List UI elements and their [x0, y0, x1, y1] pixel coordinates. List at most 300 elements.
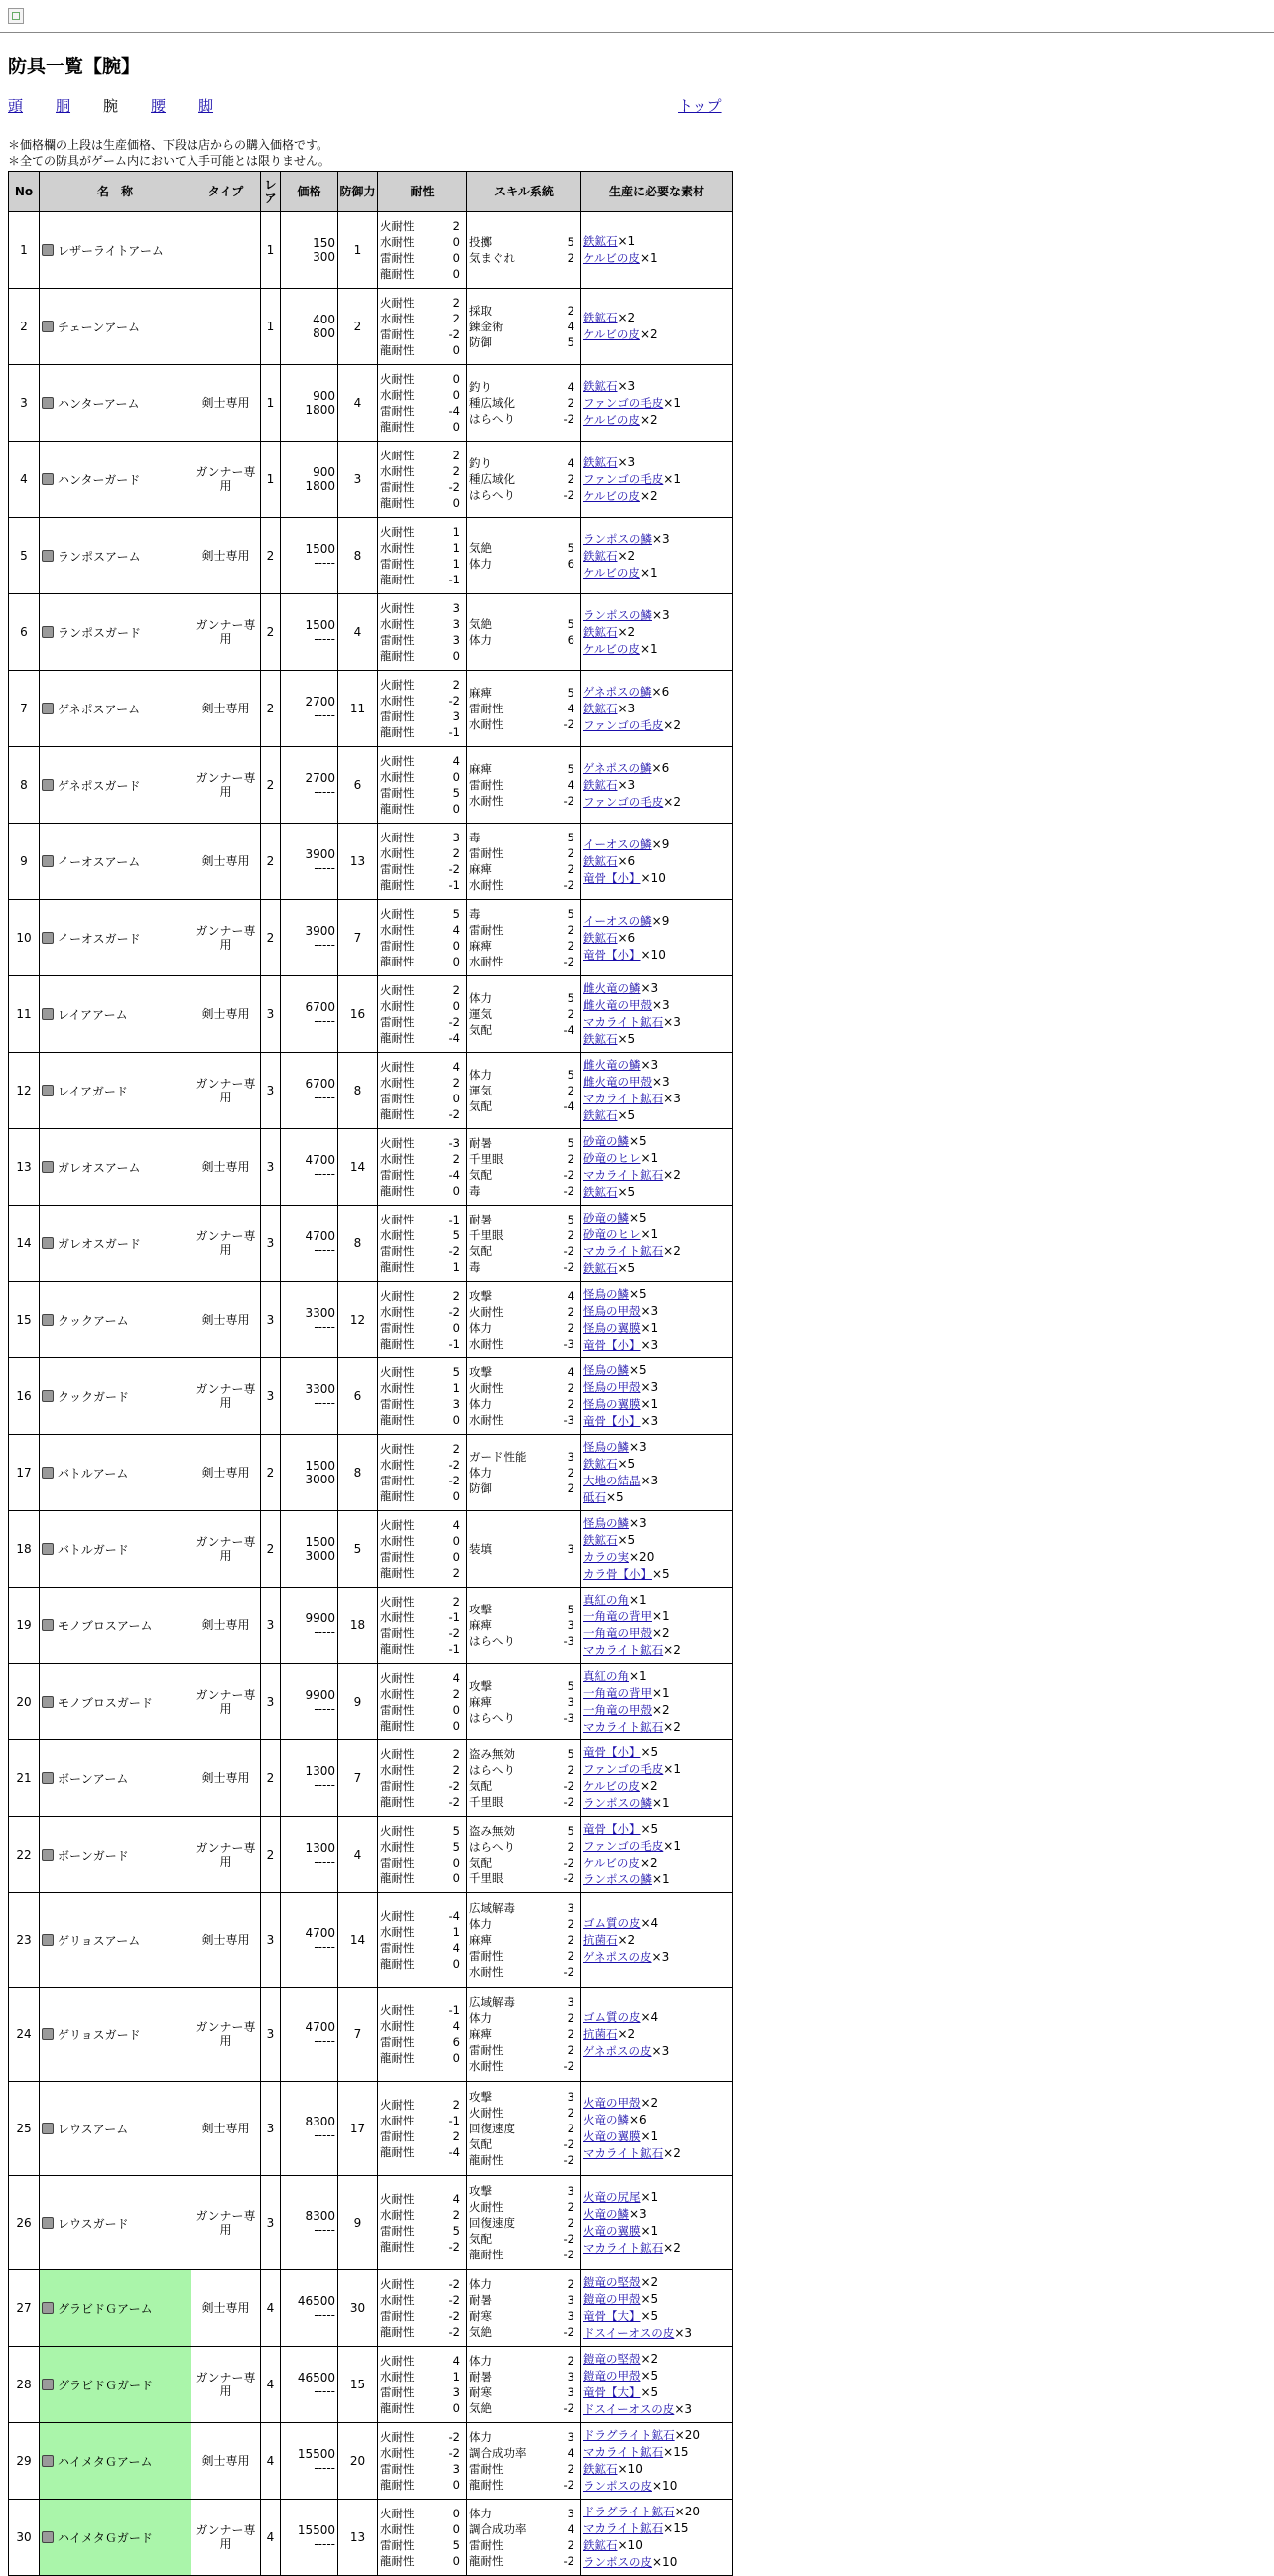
- material-link[interactable]: 雌火竜の鱗: [583, 1058, 641, 1072]
- material-item: [583, 2325, 730, 2342]
- material-link[interactable]: 火竜の鱗: [583, 2113, 629, 2126]
- material-link[interactable]: 鉄鉱石: [583, 311, 618, 324]
- resist-value: 0: [452, 1489, 460, 1503]
- material-qty: ×2: [640, 2275, 659, 2289]
- material-link[interactable]: 砂竜のヒレ: [583, 1151, 641, 1165]
- armor-icon: [42, 2455, 54, 2467]
- row-name: イーオスアーム: [58, 854, 141, 869]
- material-link[interactable]: イーオスの鱗: [583, 913, 652, 928]
- row-defense: 8: [338, 518, 378, 594]
- row-name: ランポスガード: [58, 625, 142, 640]
- skill-name: 攻撃: [469, 2090, 492, 2104]
- material-link[interactable]: 鉄鉱石: [583, 378, 618, 393]
- skill-value: 3: [567, 2293, 574, 2307]
- row-resist: [378, 1893, 467, 1988]
- skill-value: -2: [563, 488, 574, 502]
- row-type: [191, 212, 261, 289]
- row-no: 19: [9, 1588, 40, 1664]
- row-type: 剣士専用: [191, 518, 261, 594]
- material-link[interactable]: 鉄鉱石: [583, 454, 618, 469]
- row-name-cell: [40, 2500, 191, 2576]
- resist-label: 水耐性: [380, 694, 415, 708]
- material-link[interactable]: ケルビの皮: [583, 251, 640, 265]
- row-rare: 2: [261, 747, 281, 824]
- material-qty: ×2: [639, 412, 658, 427]
- material-link[interactable]: 砥石: [583, 1490, 606, 1504]
- row-skills: [467, 1740, 581, 1817]
- row-name: レイアガード: [58, 1084, 128, 1098]
- row-name-cell: [40, 1588, 191, 1664]
- material-item: [583, 837, 730, 853]
- material-link[interactable]: ファンゴの毛皮: [583, 717, 664, 732]
- row-name: レザーライトアーム: [58, 243, 164, 258]
- material-link[interactable]: ファンゴの毛皮: [583, 1762, 664, 1776]
- row-materials: [581, 824, 733, 900]
- material-link[interactable]: 怪鳥の甲殻: [583, 1380, 641, 1394]
- skill-name: 防御: [469, 1481, 492, 1495]
- material-link[interactable]: 火竜の尻尾: [583, 2190, 641, 2204]
- skill-list: [469, 830, 578, 893]
- material-qty: ×1: [640, 1397, 659, 1411]
- resist-label: 龍耐性: [380, 2554, 415, 2568]
- material-link[interactable]: マカライト鉱石: [583, 1168, 664, 1182]
- row-name-cell: [40, 365, 191, 442]
- note-line: ＊価格欄の上段は生産価格、下段は店からの購入価格です。: [8, 138, 329, 152]
- resist-value: -4: [448, 1031, 460, 1045]
- skill-name: 体力: [469, 557, 492, 571]
- row-skills: [467, 289, 581, 365]
- material-link[interactable]: 火竜の鱗: [583, 2207, 629, 2221]
- material-item: [583, 1150, 730, 1167]
- skill-name: 水耐性: [469, 955, 504, 968]
- material-link[interactable]: 火竜の甲殻: [583, 2096, 641, 2110]
- row-name-cell: [40, 1282, 191, 1358]
- row-skills: [467, 747, 581, 824]
- skill-value: 3: [567, 2507, 574, 2520]
- row-price: [281, 442, 338, 518]
- resist-label: 龍耐性: [380, 2478, 415, 2492]
- material-link[interactable]: 真紅の角: [583, 1593, 629, 1607]
- material-link[interactable]: ランポスの皮: [583, 2479, 652, 2493]
- material-link[interactable]: イーオスの鱗: [583, 837, 652, 851]
- nav-top-link[interactable]: トップ: [678, 97, 722, 115]
- price-shop: -----: [314, 2128, 335, 2142]
- material-link[interactable]: ゲネポスの皮: [583, 1949, 652, 1964]
- material-link[interactable]: 鉄鉱石: [583, 624, 618, 639]
- skill-list: [469, 234, 578, 266]
- resist-value: -2: [448, 327, 460, 341]
- material-link[interactable]: 竜骨【小】: [583, 1338, 641, 1352]
- material-item: [583, 947, 730, 964]
- material-link[interactable]: マカライト鉱石: [583, 2241, 664, 2254]
- material-link[interactable]: ドスイーオスの皮: [583, 2402, 675, 2416]
- row-defense: 7: [338, 1740, 378, 1817]
- row-skills: [467, 2082, 581, 2176]
- price-shop: -----: [314, 1396, 335, 1410]
- row-resist: [378, 1206, 467, 1282]
- material-link[interactable]: ケルビの皮: [583, 412, 640, 427]
- row-name: ハンターガード: [58, 472, 141, 487]
- row-defense: 1: [338, 212, 378, 289]
- resist-label: 龍耐性: [380, 267, 415, 281]
- material-link[interactable]: マカライト鉱石: [583, 1643, 664, 1657]
- skill-value: 2: [567, 923, 574, 937]
- material-link[interactable]: 火竜の翼膜: [583, 2129, 641, 2143]
- nav-leg-link[interactable]: 脚: [198, 97, 214, 115]
- material-link[interactable]: 鉄鉱石: [583, 548, 618, 563]
- material-link[interactable]: 鉄鉱石: [583, 1108, 618, 1122]
- skill-value: 2: [567, 2354, 574, 2368]
- skill-name: 盗み無効: [469, 1824, 515, 1838]
- material-link[interactable]: カラ骨【小】: [583, 1567, 652, 1581]
- material-link[interactable]: ケルビの皮: [583, 565, 640, 580]
- material-link[interactable]: 鉄鉱石: [583, 853, 618, 868]
- material-link[interactable]: 鉄鉱石: [583, 234, 618, 248]
- material-qty: ×20: [629, 1550, 655, 1564]
- resist-label: 龍耐性: [380, 1795, 415, 1809]
- row-resist: [378, 2270, 467, 2347]
- material-link[interactable]: マカライト鉱石: [583, 2146, 664, 2160]
- material-link[interactable]: 一角竜の甲殻: [583, 1626, 652, 1640]
- resist-label: 雷耐性: [380, 939, 415, 953]
- table-row: [9, 212, 733, 289]
- material-link[interactable]: ケルビの皮: [583, 327, 640, 341]
- skill-list: [469, 1746, 578, 1810]
- material-link[interactable]: 鉄鉱石: [583, 1533, 618, 1547]
- table-row: [9, 1053, 733, 1129]
- material-qty: ×5: [617, 1533, 636, 1547]
- row-resist: [378, 900, 467, 976]
- resist-list: [380, 753, 464, 817]
- material-link[interactable]: ドラグライト鉱石: [583, 2505, 675, 2518]
- material-link[interactable]: カラの実: [583, 1550, 629, 1564]
- row-materials: [581, 1358, 733, 1435]
- material-link[interactable]: 竜骨【小】: [583, 1822, 641, 1836]
- skill-value: 4: [567, 380, 574, 394]
- row-defense: 8: [338, 1206, 378, 1282]
- resist-value: 2: [452, 678, 460, 692]
- armor-icon: [42, 1543, 54, 1555]
- row-no: 26: [9, 2176, 40, 2270]
- material-link[interactable]: マカライト鉱石: [583, 2521, 664, 2535]
- skill-value: 2: [567, 1007, 574, 1021]
- skill-value: 2: [567, 2011, 574, 2025]
- skill-list: [469, 1995, 578, 2074]
- skill-value: 2: [567, 1305, 574, 1319]
- material-link[interactable]: 真紅の角: [583, 1669, 629, 1683]
- material-item: [583, 1057, 730, 1074]
- skill-name: 水耐性: [469, 794, 504, 808]
- material-item: [583, 2444, 730, 2461]
- resist-label: 火耐性: [380, 1442, 415, 1456]
- material-link[interactable]: 怪鳥の鱗: [583, 1516, 629, 1530]
- resist-value: 3: [452, 617, 460, 631]
- material-link[interactable]: 鉄鉱石: [583, 1185, 618, 1199]
- material-link[interactable]: 怪鳥の鱗: [583, 1363, 629, 1377]
- skill-name: 千里眼: [469, 1795, 504, 1809]
- material-link[interactable]: ゲネポスの皮: [583, 2043, 652, 2058]
- material-qty: ×3: [640, 1380, 659, 1394]
- row-rare: 1: [261, 442, 281, 518]
- row-resist: [378, 1053, 467, 1129]
- row-resist: [378, 671, 467, 747]
- material-item: [583, 1243, 730, 1260]
- row-resist: [378, 2347, 467, 2423]
- resist-value: 2: [452, 2098, 460, 2112]
- material-link[interactable]: 竜骨【小】: [583, 1745, 641, 1759]
- material-link[interactable]: ゲネポスの鱗: [583, 760, 652, 775]
- material-item: [583, 1949, 730, 1966]
- skill-name: 気絶: [469, 617, 492, 631]
- skill-name: 気まぐれ: [469, 251, 515, 265]
- material-link[interactable]: 竜骨【小】: [583, 947, 641, 962]
- resist-value: -2: [448, 2277, 460, 2291]
- material-link[interactable]: 火竜の翼膜: [583, 2224, 641, 2238]
- material-link[interactable]: 鉄鉱石: [583, 1261, 618, 1275]
- row-defense: 18: [338, 1588, 378, 1664]
- skill-value: -2: [563, 955, 574, 968]
- row-price: [281, 365, 338, 442]
- material-qty: ×3: [652, 607, 670, 622]
- skill-value: 4: [567, 1365, 574, 1379]
- material-qty: ×1: [629, 1593, 647, 1607]
- material-link[interactable]: マカライト鉱石: [583, 1015, 664, 1029]
- material-link[interactable]: 雌火竜の甲殻: [583, 1075, 652, 1089]
- material-link[interactable]: マカライト鉱石: [583, 1244, 664, 1258]
- table-row: [9, 2347, 733, 2423]
- material-link[interactable]: ドスイーオスの皮: [583, 2326, 675, 2340]
- row-resist: [378, 1740, 467, 1817]
- resist-value: 2: [452, 1442, 460, 1456]
- material-link[interactable]: マカライト鉱石: [583, 1092, 664, 1105]
- material-link[interactable]: 鎧竜の堅殻: [583, 2352, 641, 2366]
- material-link[interactable]: 怪鳥の翼膜: [583, 1397, 641, 1411]
- material-link[interactable]: 鎧竜の甲殻: [583, 2292, 641, 2306]
- material-qty: ×2: [663, 1720, 681, 1734]
- material-qty: ×1: [629, 1669, 647, 1683]
- material-link[interactable]: ランポスの鱗: [583, 1796, 652, 1810]
- material-link[interactable]: ファンゴの毛皮: [583, 471, 664, 486]
- material-link[interactable]: ケルビの皮: [583, 1779, 640, 1793]
- armor-icon: [42, 2379, 54, 2390]
- material-link[interactable]: ケルビの皮: [583, 1856, 640, 1869]
- skill-name: ガード性能: [469, 1450, 527, 1464]
- skill-value: 5: [567, 831, 574, 844]
- resist-label: 水耐性: [380, 2370, 415, 2383]
- col-name: 名 称: [40, 172, 191, 212]
- material-link[interactable]: ケルビの皮: [583, 641, 640, 656]
- material-link[interactable]: ゴム質の皮: [583, 2009, 641, 2024]
- material-link[interactable]: 抗菌石: [583, 2026, 618, 2041]
- resist-label: 雷耐性: [380, 2385, 415, 2399]
- skill-value: 5: [567, 1136, 574, 1150]
- skill-value: 6: [567, 557, 574, 571]
- resist-label: 火耐性: [380, 1595, 415, 1609]
- material-link[interactable]: 鎧竜の甲殻: [583, 2369, 641, 2383]
- material-link[interactable]: ゴム質の皮: [583, 1915, 641, 1930]
- skill-name: 釣り: [469, 380, 492, 394]
- material-item: [583, 1362, 730, 1379]
- skill-name: 気配: [469, 1099, 492, 1113]
- skill-name: 気絶: [469, 541, 492, 555]
- material-qty: ×3: [640, 981, 659, 995]
- skill-list: [469, 2183, 578, 2262]
- material-item: [583, 1396, 730, 1413]
- material-link[interactable]: 雌火竜の甲殻: [583, 998, 652, 1012]
- armor-icon: [42, 397, 54, 409]
- resist-value: 0: [452, 388, 460, 402]
- skill-name: 運気: [469, 1084, 492, 1097]
- resist-value: 4: [452, 923, 460, 937]
- resist-label: 火耐性: [380, 449, 415, 462]
- row-type: 剣士専用: [191, 2270, 261, 2347]
- row-type: 剣士専用: [191, 671, 261, 747]
- material-link[interactable]: マカライト鉱石: [583, 2445, 664, 2459]
- material-link[interactable]: 怪鳥の甲殻: [583, 1304, 641, 1318]
- material-link[interactable]: 怪鳥の鱗: [583, 1287, 629, 1301]
- material-link[interactable]: 一角竜の背甲: [583, 1610, 652, 1623]
- material-link[interactable]: ランポスの皮: [583, 2555, 652, 2569]
- resist-value: 0: [452, 1092, 460, 1105]
- material-link[interactable]: 雌火竜の鱗: [583, 981, 641, 995]
- skill-name: 体力: [469, 633, 492, 647]
- material-link[interactable]: ランポスの鱗: [583, 531, 652, 546]
- row-resist: [378, 1817, 467, 1893]
- row-no: 8: [9, 747, 40, 824]
- price-craft: 8300: [305, 2115, 335, 2128]
- skill-value: -4: [563, 1099, 574, 1113]
- material-item: [583, 471, 730, 488]
- resist-value: 5: [452, 1365, 460, 1379]
- price-craft: 4700: [305, 1153, 335, 1167]
- material-item: [583, 1489, 730, 1506]
- skill-list: [469, 1067, 578, 1114]
- resist-value: 2: [452, 1289, 460, 1303]
- row-rare: 3: [261, 1664, 281, 1740]
- row-type: 剣士専用: [191, 1588, 261, 1664]
- material-link[interactable]: 砂竜の鱗: [583, 1134, 629, 1148]
- material-qty: ×3: [617, 454, 636, 469]
- material-item: [583, 2401, 730, 2418]
- skill-value: 3: [567, 2090, 574, 2104]
- material-link[interactable]: 鎧竜の堅殻: [583, 2275, 641, 2289]
- resist-label: 雷耐性: [380, 1626, 415, 1640]
- row-type: 剣士専用: [191, 2423, 261, 2500]
- row-materials: [581, 1740, 733, 1817]
- material-link[interactable]: ファンゴの毛皮: [583, 794, 664, 809]
- row-defense: 4: [338, 365, 378, 442]
- material-link[interactable]: 鉄鉱石: [583, 930, 618, 945]
- price-shop: -----: [314, 1940, 335, 1954]
- material-link[interactable]: 怪鳥の鱗: [583, 1440, 629, 1454]
- material-link[interactable]: 鉄鉱石: [583, 2538, 618, 2552]
- material-item: [583, 930, 730, 947]
- row-name: ハイメタＧガード: [58, 2530, 153, 2545]
- nav-waist-link[interactable]: 腰: [151, 97, 167, 115]
- resist-label: 水耐性: [380, 1305, 415, 1319]
- material-link[interactable]: 竜骨【小】: [583, 1414, 641, 1428]
- resist-value: -4: [448, 1168, 460, 1182]
- resist-label: 龍耐性: [380, 2051, 415, 2065]
- material-link[interactable]: ドラグライト鉱石: [583, 2428, 675, 2442]
- table-row: [9, 1511, 733, 1588]
- material-link[interactable]: 鉄鉱石: [583, 701, 618, 715]
- material-link[interactable]: 砂竜の鱗: [583, 1211, 629, 1224]
- material-qty: ×10: [640, 870, 666, 885]
- price-craft: 9900: [305, 1611, 335, 1625]
- material-link[interactable]: 大地の結晶: [583, 1474, 641, 1487]
- material-item: [583, 1379, 730, 1396]
- material-link[interactable]: 竜骨【大】: [583, 2309, 641, 2323]
- material-item: [583, 2009, 730, 2026]
- material-link[interactable]: 鉄鉱石: [583, 777, 618, 792]
- resist-value: 2: [452, 219, 460, 233]
- resist-value: 4: [452, 1941, 460, 1955]
- price-shop: -----: [314, 556, 335, 570]
- table-row: [9, 1129, 733, 1206]
- material-link[interactable]: ゲネポスの鱗: [583, 684, 652, 699]
- material-link[interactable]: 砂竜のヒレ: [583, 1227, 641, 1241]
- row-skills: [467, 1129, 581, 1206]
- row-name-cell: [40, 976, 191, 1053]
- col-resist: 耐性: [378, 172, 467, 212]
- material-link[interactable]: マカライト鉱石: [583, 1720, 664, 1734]
- material-link[interactable]: ファンゴの毛皮: [583, 1839, 664, 1853]
- resist-value: -2: [448, 694, 460, 708]
- material-link[interactable]: 一角竜の背甲: [583, 1686, 652, 1700]
- row-no: 2: [9, 289, 40, 365]
- row-rare: 3: [261, 1282, 281, 1358]
- material-item: [583, 1107, 730, 1124]
- skill-value: 2: [567, 1466, 574, 1480]
- resist-list: [380, 600, 464, 664]
- resist-value: -1: [448, 1213, 460, 1226]
- material-link[interactable]: ケルビの皮: [583, 488, 640, 503]
- nav-body-link[interactable]: 胴: [56, 97, 71, 115]
- resist-value: -2: [448, 2309, 460, 2323]
- nav-head-link[interactable]: 頭: [8, 97, 24, 115]
- row-name: ゲリョスガード: [58, 2027, 141, 2042]
- skill-value: 5: [567, 686, 574, 700]
- material-item: [583, 2223, 730, 2240]
- material-link[interactable]: ランポスの鱗: [583, 1872, 652, 1886]
- material-link[interactable]: 竜骨【小】: [583, 870, 641, 885]
- material-link[interactable]: ファンゴの毛皮: [583, 395, 664, 410]
- row-name: ボーンアーム: [58, 1771, 129, 1786]
- skill-value: 2: [567, 1228, 574, 1242]
- material-link[interactable]: 抗菌石: [583, 1932, 618, 1947]
- material-item: [583, 2043, 730, 2060]
- skill-name: 体力: [469, 2277, 492, 2291]
- skill-name: 水耐性: [469, 878, 504, 892]
- row-resist: [378, 2176, 467, 2270]
- skill-name: 火耐性: [469, 1305, 504, 1319]
- material-link[interactable]: 鉄鉱石: [583, 2462, 618, 2476]
- material-link[interactable]: 一角竜の甲殻: [583, 1703, 652, 1717]
- material-link[interactable]: 怪鳥の翼膜: [583, 1321, 641, 1335]
- material-item: [583, 1074, 730, 1091]
- armor-icon: [42, 1467, 54, 1479]
- material-link[interactable]: 鉄鉱石: [583, 1032, 618, 1046]
- resist-value: 0: [452, 2554, 460, 2568]
- material-link[interactable]: 鉄鉱石: [583, 1457, 618, 1471]
- resist-list: [380, 1288, 464, 1352]
- material-link[interactable]: ランポスの鱗: [583, 607, 652, 622]
- material-link[interactable]: 竜骨【大】: [583, 2385, 641, 2399]
- material-qty: ×10: [652, 2555, 678, 2569]
- skill-value: 2: [567, 1949, 574, 1963]
- skill-value: 2: [567, 1840, 574, 1854]
